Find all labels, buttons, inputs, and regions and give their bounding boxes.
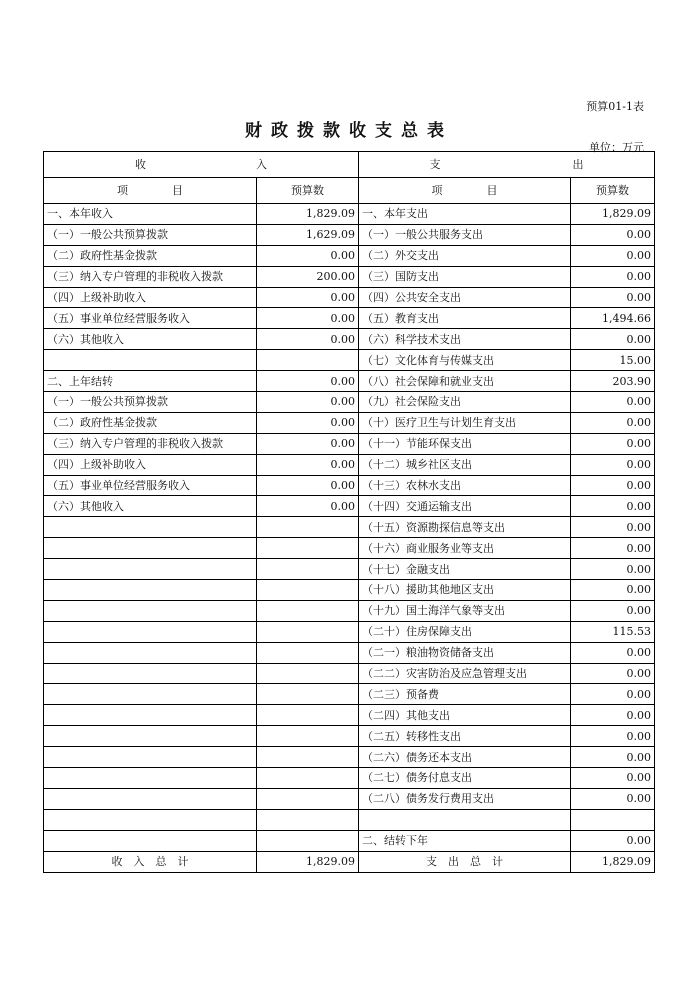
- income-value: [257, 559, 359, 580]
- table-row: [44, 768, 655, 789]
- table-row: [44, 245, 655, 266]
- income-value: [257, 747, 359, 768]
- income-item: 一、本年收入: [44, 204, 257, 225]
- income-item: （二）政府性基金拨款: [44, 245, 257, 266]
- expense-value: 0.00: [571, 788, 655, 809]
- expense-value: 0.00: [571, 663, 655, 684]
- expense-group-header: 支 出: [359, 152, 655, 178]
- income-item: [44, 830, 257, 851]
- income-value: [257, 642, 359, 663]
- table-row: [44, 287, 655, 308]
- income-item: （五）事业单位经营服务收入: [44, 308, 257, 329]
- expense-value: 0.00: [571, 496, 655, 517]
- expense-item: （八）社会保障和就业支出: [359, 371, 571, 392]
- page-title: 财政拨款收支总表: [245, 121, 453, 141]
- income-item: （三）纳入专户管理的非税收入拨款: [44, 266, 257, 287]
- expense-value: 0.00: [571, 266, 655, 287]
- table-row: [44, 412, 655, 433]
- expense-value: 1,494.66: [571, 308, 655, 329]
- expense-value: 0.00: [571, 517, 655, 538]
- table-row: [44, 204, 655, 225]
- expense-total-value: 1,829.09: [571, 851, 655, 872]
- expense-value: 0.00: [571, 726, 655, 747]
- income-value: [257, 350, 359, 371]
- table-row: [44, 517, 655, 538]
- income-value: 0.00: [257, 433, 359, 454]
- income-value: [257, 726, 359, 747]
- expense-value: 0.00: [571, 538, 655, 559]
- income-item: [44, 663, 257, 684]
- income-value: [257, 580, 359, 601]
- totals-row: [44, 851, 655, 872]
- income-value: [257, 684, 359, 705]
- expense-item: （二一）粮油物资储备支出: [359, 642, 571, 663]
- table-row: [44, 433, 655, 454]
- income-value: [257, 517, 359, 538]
- table-row: [44, 684, 655, 705]
- income-value: [257, 600, 359, 621]
- income-item: [44, 642, 257, 663]
- income-item: （四）上级补助收入: [44, 287, 257, 308]
- income-item: [44, 684, 257, 705]
- income-value: 0.00: [257, 329, 359, 350]
- expense-value: 0.00: [571, 830, 655, 851]
- table-row: [44, 830, 655, 851]
- income-item: [44, 600, 257, 621]
- table-row: [44, 663, 655, 684]
- income-value: [257, 621, 359, 642]
- expense-item: （六）科学技术支出: [359, 329, 571, 350]
- table-row: [44, 308, 655, 329]
- income-item: （四）上级补助收入: [44, 454, 257, 475]
- table-row: [44, 224, 655, 245]
- expense-item: （十八）援助其他地区支出: [359, 580, 571, 601]
- expense-item: （七）文化体育与传媒支出: [359, 350, 571, 371]
- income-value: 0.00: [257, 371, 359, 392]
- income-total-value: 1,829.09: [257, 851, 359, 872]
- table-row: [44, 726, 655, 747]
- column-header-row: [44, 178, 655, 204]
- expense-item: （五）教育支出: [359, 308, 571, 329]
- expense-item: [359, 809, 571, 830]
- income-item: （六）其他收入: [44, 496, 257, 517]
- table-row: [44, 788, 655, 809]
- income-group-header: 收 入: [44, 152, 359, 178]
- income-value: 0.00: [257, 412, 359, 433]
- expense-budget-header: 预算数: [571, 178, 655, 204]
- table-row: [44, 580, 655, 601]
- income-value: [257, 809, 359, 830]
- expense-value: 0.00: [571, 684, 655, 705]
- expense-item: 一、本年支出: [359, 204, 571, 225]
- expense-value: 0.00: [571, 454, 655, 475]
- income-item: （三）纳入专户管理的非税收入拨款: [44, 433, 257, 454]
- income-value: [257, 663, 359, 684]
- income-value: [257, 788, 359, 809]
- expense-value: [571, 809, 655, 830]
- table-row: [44, 266, 655, 287]
- expense-item: （十二）城乡社区支出: [359, 454, 571, 475]
- form-code: 预算01-1表: [586, 100, 644, 113]
- expense-item: （二二）灾害防治及应急管理支出: [359, 663, 571, 684]
- income-item-header: 项 目: [44, 178, 257, 204]
- expense-item: （十一）节能环保支出: [359, 433, 571, 454]
- income-value: 0.00: [257, 287, 359, 308]
- expense-value: 0.00: [571, 747, 655, 768]
- income-item: [44, 350, 257, 371]
- budget-table: [43, 151, 655, 873]
- income-item: （六）其他收入: [44, 329, 257, 350]
- income-value: 1,629.09: [257, 224, 359, 245]
- expense-item: （二八）债务发行费用支出: [359, 788, 571, 809]
- expense-item: （二七）债务付息支出: [359, 768, 571, 789]
- income-item: [44, 705, 257, 726]
- table-row: [44, 809, 655, 830]
- income-budget-header: 预算数: [257, 178, 359, 204]
- income-value: 200.00: [257, 266, 359, 287]
- expense-value: 0.00: [571, 768, 655, 789]
- income-item: [44, 809, 257, 830]
- income-item: [44, 788, 257, 809]
- table-row: [44, 454, 655, 475]
- expense-item: （二）外交支出: [359, 245, 571, 266]
- table-row: [44, 350, 655, 371]
- income-value: 0.00: [257, 475, 359, 496]
- income-value: [257, 705, 359, 726]
- income-item: （一）一般公共预算拨款: [44, 224, 257, 245]
- unit-label: 单位：万元: [589, 141, 644, 154]
- expense-item-header: 项 目: [359, 178, 571, 204]
- table-row: [44, 496, 655, 517]
- table-row: [44, 600, 655, 621]
- income-value: 0.00: [257, 454, 359, 475]
- expense-value: 0.00: [571, 642, 655, 663]
- expense-value: 0.00: [571, 475, 655, 496]
- expense-value: 0.00: [571, 392, 655, 413]
- expense-item: （二五）转移性支出: [359, 726, 571, 747]
- income-item: [44, 747, 257, 768]
- expense-item: （一）一般公共服务支出: [359, 224, 571, 245]
- expense-item: （十六）商业服务业等支出: [359, 538, 571, 559]
- expense-item: （十）医疗卫生与计划生育支出: [359, 412, 571, 433]
- income-item: [44, 559, 257, 580]
- expense-item: （二四）其他支出: [359, 705, 571, 726]
- income-item: [44, 517, 257, 538]
- expense-value: 0.00: [571, 329, 655, 350]
- income-item: [44, 726, 257, 747]
- expense-item: （二六）债务还本支出: [359, 747, 571, 768]
- expense-value: 0.00: [571, 224, 655, 245]
- expense-value: 203.90: [571, 371, 655, 392]
- income-item: [44, 580, 257, 601]
- expense-value: 0.00: [571, 705, 655, 726]
- expense-item: （三）国防支出: [359, 266, 571, 287]
- income-item: [44, 621, 257, 642]
- expense-item: （二三）预备费: [359, 684, 571, 705]
- income-value: 0.00: [257, 308, 359, 329]
- income-item: （二）政府性基金拨款: [44, 412, 257, 433]
- income-item: 二、上年结转: [44, 371, 257, 392]
- income-value: 0.00: [257, 392, 359, 413]
- table-row: [44, 371, 655, 392]
- expense-value: 115.53: [571, 621, 655, 642]
- income-item: （五）事业单位经营服务收入: [44, 475, 257, 496]
- table-row: [44, 392, 655, 413]
- expense-item: （九）社会保险支出: [359, 392, 571, 413]
- expense-value: 1,829.09: [571, 204, 655, 225]
- expense-value: 0.00: [571, 580, 655, 601]
- expense-value: 0.00: [571, 559, 655, 580]
- expense-value: 0.00: [571, 600, 655, 621]
- income-value: 0.00: [257, 245, 359, 266]
- table-row: [44, 329, 655, 350]
- group-header-row: [44, 152, 655, 178]
- expense-item: （十三）农林水支出: [359, 475, 571, 496]
- expense-item: （四）公共安全支出: [359, 287, 571, 308]
- expense-item: 二、结转下年: [359, 830, 571, 851]
- table-row: [44, 705, 655, 726]
- table-row: [44, 475, 655, 496]
- expense-item: （十五）资源勘探信息等支出: [359, 517, 571, 538]
- expense-value: 0.00: [571, 433, 655, 454]
- income-item: [44, 768, 257, 789]
- table-row: [44, 642, 655, 663]
- income-item: [44, 538, 257, 559]
- expense-item: （十七）金融支出: [359, 559, 571, 580]
- expense-value: 15.00: [571, 350, 655, 371]
- expense-value: 0.00: [571, 412, 655, 433]
- expense-item: （十四）交通运输支出: [359, 496, 571, 517]
- income-item: （一）一般公共预算拨款: [44, 392, 257, 413]
- income-value: 1,829.09: [257, 204, 359, 225]
- table-row: [44, 621, 655, 642]
- income-value: [257, 830, 359, 851]
- expense-item: （十九）国土海洋气象等支出: [359, 600, 571, 621]
- income-value: 0.00: [257, 496, 359, 517]
- income-value: [257, 768, 359, 789]
- table-row: [44, 559, 655, 580]
- expense-value: 0.00: [571, 245, 655, 266]
- expense-item: （二十）住房保障支出: [359, 621, 571, 642]
- table-row: [44, 538, 655, 559]
- expense-value: 0.00: [571, 287, 655, 308]
- income-value: [257, 538, 359, 559]
- income-total-label: 收 入 总 计: [44, 851, 257, 872]
- table-row: [44, 747, 655, 768]
- expense-total-label: 支 出 总 计: [359, 851, 571, 872]
